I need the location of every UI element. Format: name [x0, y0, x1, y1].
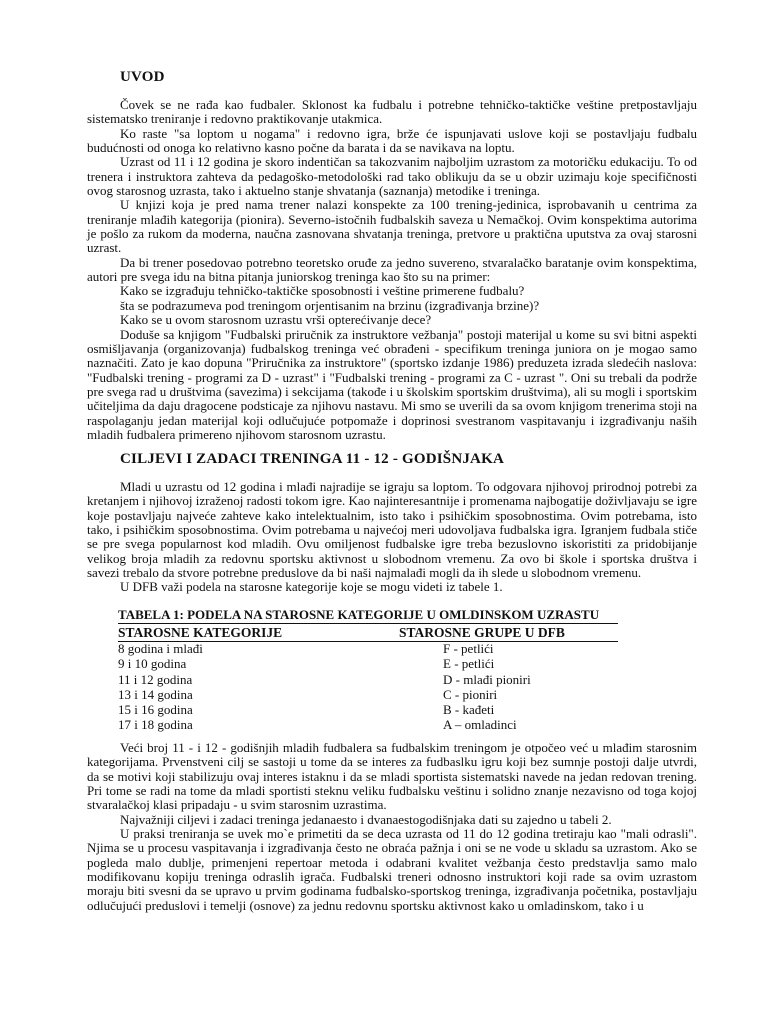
paragraph: U DFB važi podela na starosne kategorije koje se mogu videti iz tabele 1. [120, 579, 503, 595]
table-row [118, 672, 618, 687]
cell-group: D - mlađi pioniri [443, 671, 531, 687]
cell-group: E - petlići [443, 656, 495, 672]
table-row [118, 687, 618, 702]
cell-age: 9 i 10 godina [118, 656, 187, 672]
cell-age: 17 i 18 godina [118, 717, 193, 733]
uvod-body [87, 98, 697, 442]
table-1 [118, 607, 618, 733]
heading-ciljevi: CILJEVI I ZADACI TRENINGA 11 - 12 - GODIŠNJAKA [120, 451, 504, 467]
table-header-col1: STAROSNE KATEGORIJE [118, 625, 283, 640]
table-row [118, 702, 618, 717]
paragraph: Najvažniji ciljevi i zadaci treninga jedanaesto i dvanaestogodišnjaka dati su zajedno u tabeli 2. [120, 811, 612, 827]
cell-age: 13 i 14 godina [118, 686, 193, 702]
table-top-rule [118, 623, 618, 624]
after-table-body [87, 741, 697, 913]
cell-age: 11 i 12 godina [118, 671, 193, 687]
paragraph: Veći broj 11 - i 12 - godišnjih mladih fudbalera sa fudbalskim treningom je otpočeo već u mlađim starosnim kategorijama. Prvenstveni cilj se sastoji u tome da se interes za fudbaslku igru koji bez sumnje postoji dalje utvrdi, da se motivi koji stabilizuju ovaj interes istaknu i da se mladi sportista sistematski navede na jedan redovan trening. Pri tome se radi na tome da mladi sportisti steknu veliku fudbalsku veštinu i solidno znanje nezavisno od toga kojoj stvaralačkoj klasi pripadaju - u svim starosnim uzrastima. [87, 740, 697, 813]
table-title: TABELA 1: PODELA NA STAROSNE KATEGORIJE U OMLDINSKOM UZRASTU [118, 607, 600, 622]
paragraph: Da bi trener posedovao potrebno teoretsko oruđe za jedno suvereno, stvaralačko baratanje ovim konspektima, autori pre svega idu na bitna pitanja juniorskog treninga kao što su na primer: [87, 254, 697, 285]
question-item: Kako se u ovom starosnom uzrastu vrši opterećivanje dece? [120, 312, 432, 328]
table-row [118, 656, 618, 671]
paragraph: Doduše sa knjigom "Fudbalski priručnik za instruktore vežbanja" postoji materijal u kome su svi bitni aspekti osmišljavanja (organizovanja) fudbalskog treninga već obrađeni - specifikum treninga juniora on je mogao samo naznačiti. Zato je kao dopuna "Priručnika za instruktore" (sportsko izdanje 1986) preduzeta izrada sledećih naslova: "Fudbalski trening - programi za D - uzrast" i "Fudbalski trening - programi za C - uzrast ". Oni su trebali da podrže pre svega rad u društvima (savezima) i sekcijama (takođe i u školskim sportskim društvima), ali su mogli i sportskim učiteljima da daju dragocene podsticaje za njihovu nastavu. Mi smo se uverili da sa ovom knjigom trenerima stoji na raspolaganju jedan materijal koji odlučujuće potpomaže i doprinosi svestranom vaspitavanju i izgrađivanju naših mladih fudbalera primereno njihovom starosnom uzrastu. [87, 326, 697, 442]
table-header-col2: STAROSNE GRUPE U DFB [399, 625, 565, 640]
cell-age: 8 godina i mlađi [118, 641, 203, 656]
cell-age: 15 i 16 godina [118, 702, 193, 718]
ciljevi-body [87, 480, 697, 595]
paragraph: Uzrast od 11 i 12 godina je skoro indentičan sa takozvanim najboljim uzrastom za motoričku edukaciju. To od trenera i instruktora zahteva da pedagoško-metodološki rad tako oblikuju da se u obzir uzimaju koje specifičnosti ovog starosnog uzrasta, tako i aktuelno stanje shvatanja (saznanja) metodike i treninga. [87, 154, 697, 199]
paragraph: U knjizi koja je pred nama trener nalazi konspekte za 100 trening-jedinica, isprobavanih u centrima za treniranje mlađih kategorija (pionira). Severno-istočnih fudbalskih saveza u Nemačkoj. Ovim konspektima autorima je pošlo za rukom da moderna, naučna zasnovana shvatanja treninga, pretvore u praktična uputstva za ovaj starosni uzrast. [87, 197, 697, 256]
paragraph: Čovek se ne rađa kao fudbaler. Sklonost ka fudbalu i potrebne tehničko-taktičke veštine pretpostavljaju sistematsko treniranje i redovno praktikovanje utakmica. [87, 97, 697, 127]
table-row [118, 641, 618, 656]
cell-group: B - kađeti [443, 702, 495, 718]
paragraph: Mladi u uzrastu od 12 godina i mlađi najradije se igraju sa loptom. To odgovara njihovoj prirodnoj potrebi za kretanjem i njihovoj izraženoj radosti tokom igre. Kao najinteresantnije i promenama najbogatije doživljavaju se igre koje postavljaju najveće zahteve kako intelektualnim, isto tako i psihičkim sposobnostima. Ovim potrebama, isto tako, i psihičkim sposobnostima. Ovim potrebama u najvećoj meri udovoljava fudbalska igra. Igranjem fudbala stiče se pre svega popularnost kod mladih. Ovu omiljenost fudbalske igre treba bezuslovno iskoristiti za pridobijanje velikog broja mladih za redovnu sportsku aktivnost u slobodnom vremenu. Za ovo bi škole i sportska društva i savezi trebalo da stvore potrebne preduslove da bi naši najmalađi mogli da ih slede u slobodnom vremenu. [87, 479, 697, 581]
heading-uvod: UVOD [120, 69, 165, 85]
question-item: šta se podrazumeva pod treningom orjentisanim na brzinu (izgrađivanja brzine)? [120, 297, 540, 313]
table-row [118, 717, 618, 732]
cell-group: C - pioniri [443, 686, 498, 702]
table-body [118, 641, 618, 733]
paragraph: U praksi treniranja se uvek mo`e primetiti da se deca uzrasta od 11 do 12 godina tretiraju kao "mali odrasli". Njima se u procesu vaspitavanja i izgrađivanja često ne obraća pažnja i oni se ne vode u skladu sa uzrastom. Ako se pogleda malo dublje, primenjeni repertoar metoda i odabrani kvalitet vežbanja često predstavlja samo malo modifikovanu kopiju treninga odraslih igrača. Fudbalski treneri odnosno instruktori koji rade sa ovim uzrastom moraju biti svesni da se upravo u prvim godinama fudbalsko-sportskog treninga, izgrađivanja početnika, postavljaju odlučujući preduslovi i temelji (osnove) za jednu redovnu sportsku aktivnost kako u omladinskom, tako i u [87, 826, 697, 913]
paragraph: Ko raste "sa loptom u nogama" i redovno igra, brže će ispunjavati uslove koji se postavljaju fudbalu budućnosti od onoga ko relativno kasno počne da barata i da se navikava na loptu. [87, 125, 697, 156]
question-item: Kako se izgrađuju tehničko-taktičke sposobnosti i veštine primerene fudbalu? [120, 283, 525, 299]
cell-group: F - petlići [443, 641, 494, 656]
cell-group: A – omladinci [443, 717, 517, 733]
